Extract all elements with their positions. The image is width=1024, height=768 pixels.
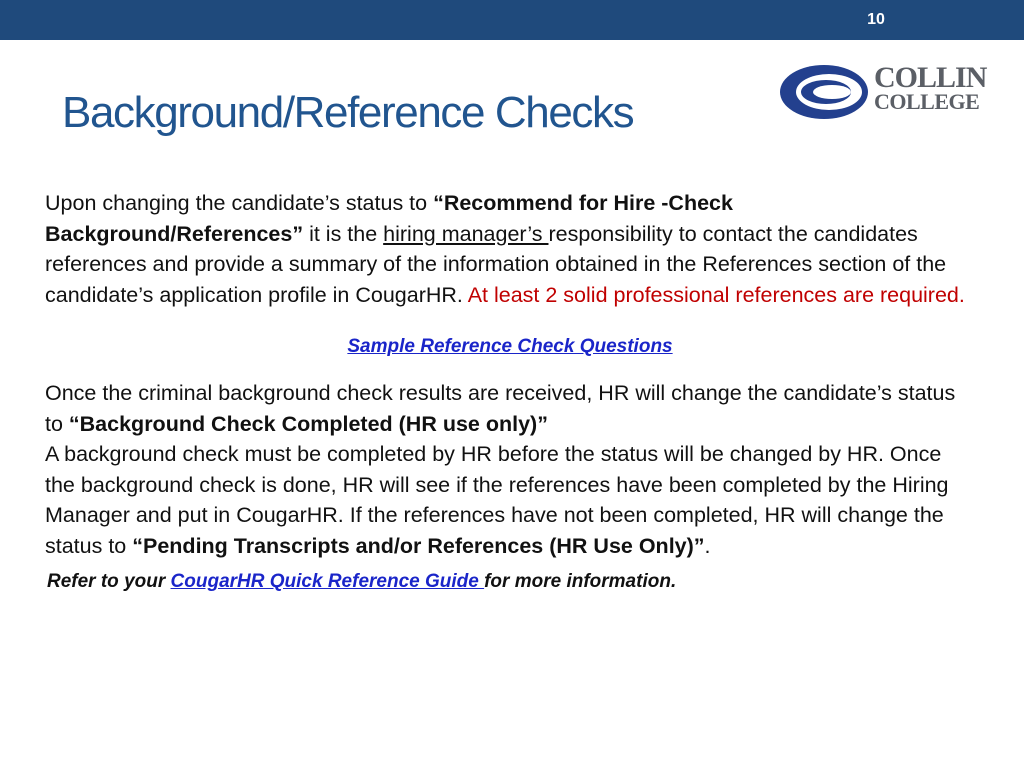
page-title: Background/Reference Checks	[62, 88, 634, 137]
collin-swoosh-icon	[778, 62, 870, 122]
slide-content	[45, 188, 975, 593]
quick-reference-guide-link[interactable]: CougarHR Quick Reference Guide	[170, 571, 485, 592]
logo-name: COLLIN	[874, 61, 987, 94]
p2-text-1: Once the criminal background check results are received, HR will change the candidate’s status to	[45, 381, 956, 436]
sample-link-row	[45, 336, 975, 358]
p1-requirement-red: At least 2 solid professional references are required.	[467, 282, 965, 307]
refer-text-2: for more information.	[484, 571, 677, 592]
refer-text-1: Refer to your	[47, 571, 171, 592]
p3-text-2: .	[704, 533, 711, 558]
p3-text-1: A background check must be completed by HR before the status will be changed by HR. Once the background check is done, HR will see if the references have been completed by the Hiring Manager and put in CougarHR. If the references have not been completed, HR will change the status to	[45, 442, 949, 558]
logo-text	[874, 61, 987, 114]
p1-text-3: responsibility to contact the candidates references and provide a summary of the information obtained in the References section of the candidate’s application profile in CougarHR.	[45, 221, 947, 307]
paragraph-background-required	[45, 439, 975, 561]
p1-status-bold: “Recommend for Hire -Check Background/References”	[45, 191, 733, 246]
logo-sub: COLLEGE	[874, 89, 980, 114]
collin-college-logo	[778, 62, 1000, 122]
page-number: 10	[867, 11, 885, 28]
paragraph-status-recommend	[45, 188, 975, 310]
p1-underline: hiring manager’s	[383, 221, 549, 246]
p3-status-bold: “Pending Transcripts and/or References (HR Use Only)”	[132, 533, 705, 558]
sample-reference-questions-link[interactable]: Sample Reference Check Questions	[347, 336, 673, 357]
paragraph-background-completed	[45, 378, 975, 439]
p2-status-bold: “Background Check Completed (HR use only)”	[68, 411, 548, 436]
refer-line	[47, 571, 975, 593]
p1-text-1: Upon changing the candidate’s status to	[45, 191, 434, 215]
p1-text-2: it is the	[303, 221, 384, 246]
